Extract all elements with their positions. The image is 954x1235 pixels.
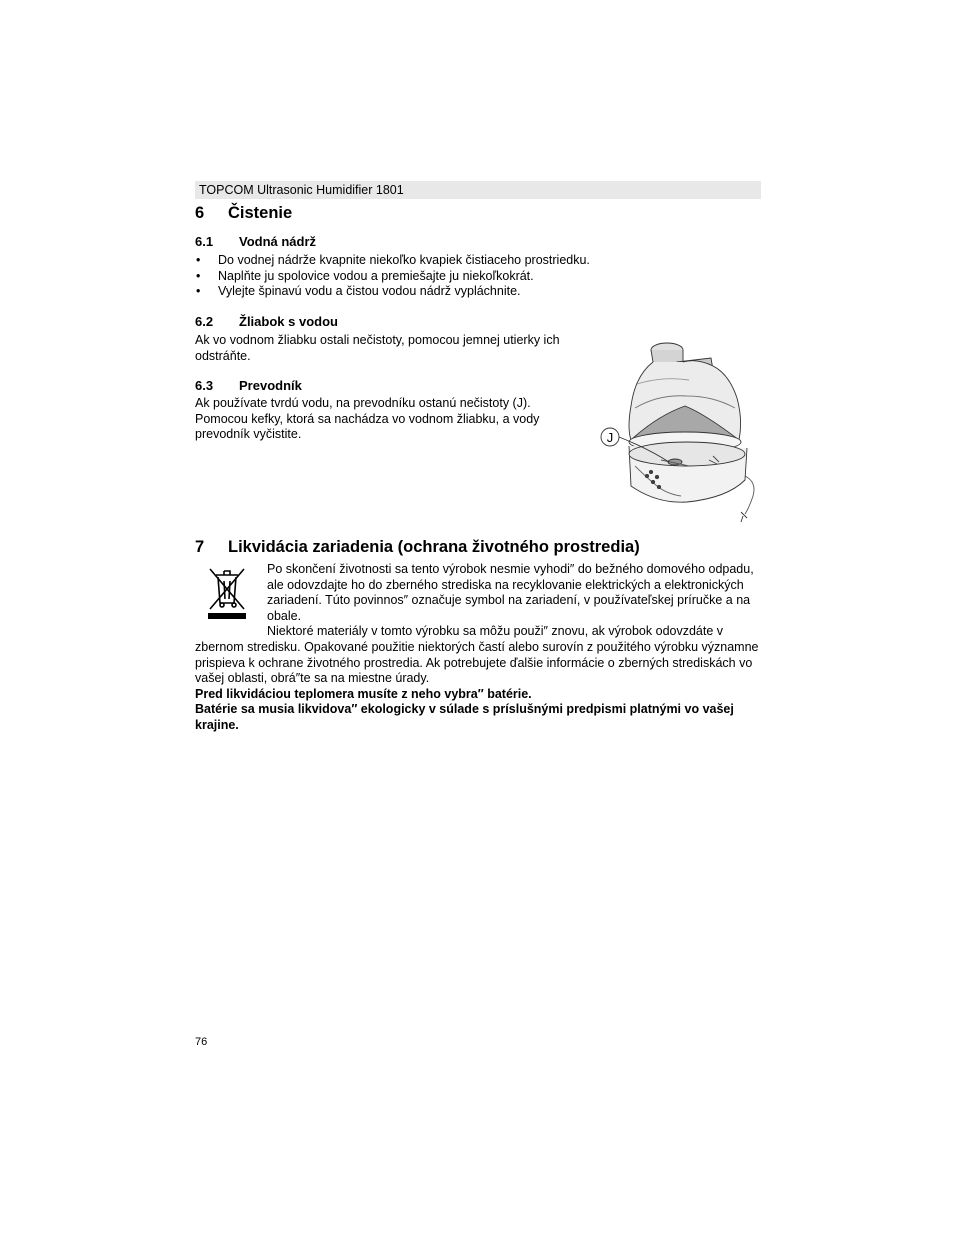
paragraph-line: zbernom stredisku. Opakované použitie niektorých častí alebo surovín z použitého výrobku významne bbox=[195, 640, 759, 654]
section-7-title: Likvidácia zariadenia (ochrana životného prostredia) bbox=[228, 538, 640, 556]
section-6-number: 6 bbox=[195, 204, 205, 222]
paragraph-line: Ak vo vodnom žliabku ostali nečistoty, pomocou jemnej utierky ich bbox=[195, 333, 560, 347]
paragraph-line: prispieva k ochrane životného prostredia. Ak potrebujete ďalšie informácie o zberných strediskách vo bbox=[195, 655, 753, 670]
list-item-text: Naplňte ju spolovice vodou a premiešajte ju niekoľkokrát. bbox=[218, 268, 534, 283]
bullet: • bbox=[196, 253, 201, 267]
paragraph-line: odstráňte. bbox=[195, 348, 251, 363]
subsection-6-2-text bbox=[195, 333, 595, 364]
paragraph-line: zariadení. Túto povinnos″ označuje symbol na zariadení, v používateľskej príručke a na bbox=[267, 593, 751, 608]
section-7-heading bbox=[195, 537, 761, 557]
subsection-6-3-text bbox=[195, 396, 595, 443]
battery-disposal-line: krajine. bbox=[195, 717, 239, 732]
subsection-6-2-number: 6.2 bbox=[195, 314, 214, 329]
section-7-full-text bbox=[195, 640, 761, 734]
crossed-bin-icon bbox=[204, 565, 250, 621]
list-item bbox=[195, 284, 590, 300]
paragraph-line: Po skončení životnosti sa tento výrobok nesmie vyhodi″ do bežného domového odpadu, bbox=[267, 562, 754, 576]
cleaning-tank-steps bbox=[195, 253, 590, 300]
section-6-title: Čistenie bbox=[228, 204, 293, 222]
paragraph-line: prevodník vyčistite. bbox=[195, 427, 302, 442]
paragraph-line: Niektoré materiály v tomto výrobku sa môžu použi″ znovu, ak výrobok odovzdáte v bbox=[267, 624, 724, 639]
header-title: TOPCOM Ultrasonic Humidifier 1801 bbox=[199, 183, 404, 197]
page-number: 76 bbox=[195, 1036, 208, 1048]
section-6-heading bbox=[195, 203, 595, 223]
humidifier-illustration bbox=[597, 336, 761, 524]
subsection-6-1-heading bbox=[195, 234, 495, 250]
subsection-6-3-title: Prevodník bbox=[239, 378, 302, 393]
paragraph-line: vašej oblasti, obrá″te sa na miestne úrady. bbox=[195, 671, 430, 686]
paragraph-line: Ak používate tvrdú vodu, na prevodníku ostanú nečistoty (J). bbox=[195, 396, 531, 410]
list-item bbox=[195, 269, 590, 285]
list-item-text: Vylejte špinavú vodu a čistou vodou nádrž vypláchnite. bbox=[218, 284, 521, 299]
bullet: • bbox=[196, 284, 201, 299]
callout-label: J bbox=[606, 430, 614, 445]
subsection-6-1-title: Vodná nádrž bbox=[239, 234, 317, 249]
subsection-6-2-title: Žliabok s vodou bbox=[239, 314, 338, 329]
subsection-6-1-number: 6.1 bbox=[195, 234, 214, 249]
bullet: • bbox=[196, 268, 201, 283]
battery-disposal-line: Batérie sa musia likvidova″ ekologicky v súlade s príslušnými predpismi platnými vo vašej bbox=[195, 702, 734, 717]
section-7-number: 7 bbox=[195, 538, 205, 556]
paragraph-line: ale odovzdajte ho do zberného strediska na recyklovanie elektrických a elektronických bbox=[267, 577, 744, 592]
list-item-text: Do vodnej nádrže kvapnite niekoľko kvapiek čistiaceho prostriedku. bbox=[218, 253, 590, 267]
header-bar bbox=[195, 181, 761, 199]
subsection-6-2-heading bbox=[195, 314, 495, 330]
subsection-6-3-number: 6.3 bbox=[195, 378, 214, 393]
paragraph-line: Pomocou kefky, ktorá sa nachádza vo vodnom žliabku, a vody bbox=[195, 411, 540, 426]
subsection-6-3-heading bbox=[195, 378, 495, 394]
battery-warning-line: Pred likvidáciou teplomera musíte z neho vybra″ batérie. bbox=[195, 686, 532, 701]
list-item bbox=[195, 253, 590, 269]
paragraph-line: obale. bbox=[267, 608, 302, 623]
section-7-indented-text bbox=[267, 562, 761, 640]
